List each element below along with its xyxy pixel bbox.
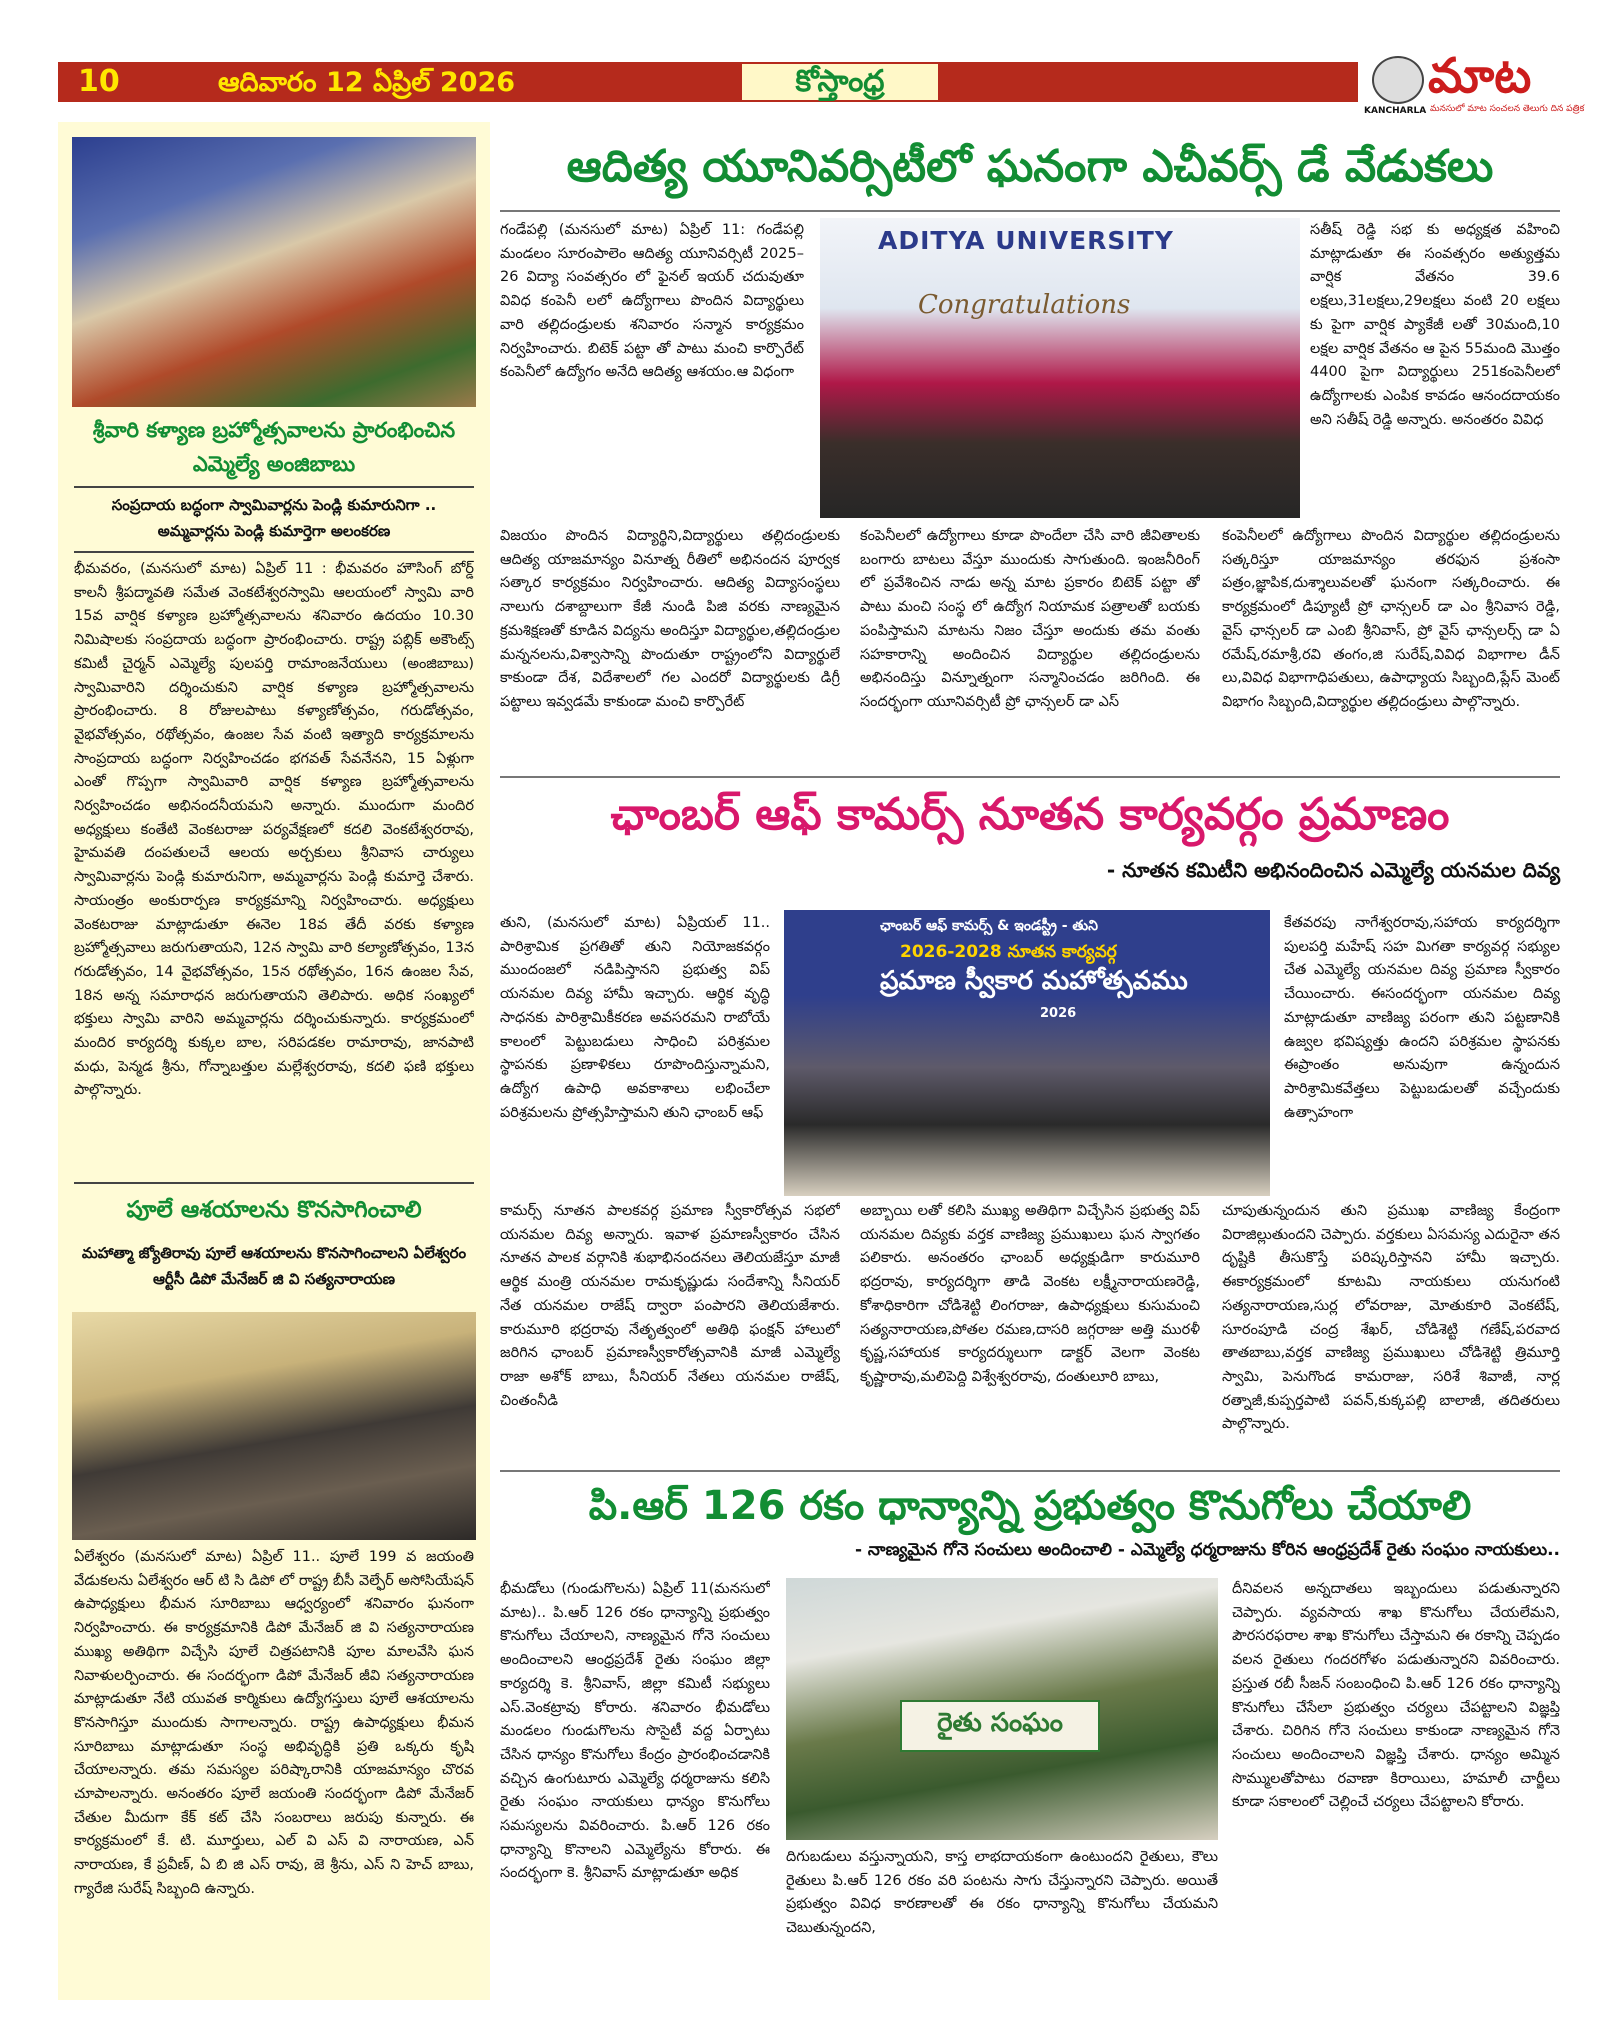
chamber-banner-line1: ఛాంబర్ ఆఫ్ కామర్స్ & ఇండస్ట్రీ - తుని — [880, 918, 1098, 934]
paddy-headline: పి.ఆర్ 126 రకం ధాన్యాన్ని ప్రభుత్వం కొనుగోలు చేయాలి — [588, 1483, 1472, 1529]
kalyanam-divider — [74, 486, 474, 488]
aditya-rule — [500, 210, 1560, 212]
paddy-col2: దిగుబడులు వస్తున్నాయని, కాస్త లాభదాయకంగా ఉంటుందని రైతులు, కౌలు రైతులు పి.ఆర్ 126 రకం వరి పంటను సాగు చేస్తున్నారని చెప్పారు. అయితే ప్రభుత్వం వివిధ కారణాలతో ఈ రకం ధాన్యాన్ని కొనుగోలు చేయమని చెబుతున్నందని, — [786, 1849, 1218, 1937]
aditya-lower2: కంపెనీలలో ఉద్యోగాలు కూడా పొందేలా చేసి వారి జీవితాలకు బంగారు బాటలు వేస్తూ ముందుకు సాగుతుంది. ఇంజనీరింగ్ లో ప్రవేశించిన నాడు అన్న మాట ప్రకారం బిటెక్ పట్టా తో పాటు మంచి సంస్థ లో ఉద్యోగ నియామక పత్రాలతో బయకు పంపిస్తామని మాటను నిజం చేస్తూ అందుకు తమ వంతు సహకారాన్ని అందించిన విద్యార్థుల తల్లిదండ్రులను అభినందిస్తు విన్నూత్నంగా సన్మానించడం జరిగింది. ఈ సందర్భంగా యూనివర్సిటీ ప్రో ఛాన్సలర్ డా ఎస్ — [860, 528, 1200, 710]
chamber-subheadline: - నూతన కమిటీని అభినందించిన ఎమ్మెల్యే యనమల దివ్య — [1106, 858, 1560, 882]
issue-date: ఆదివారం 12 ఏప్రిల్ 2026 — [218, 67, 516, 98]
phule-divider — [74, 1182, 474, 1184]
paddy-subheadline: - నాణ్యమైన గోనె సంచులు అందించాలి - ఎమ్మెల్యే ధర్మరాజును కోరిన ఆంధ్రప్రదేశ్ రైతు సంఘం నాయకులు.. — [854, 1540, 1560, 1560]
phule-photo — [72, 1312, 476, 1540]
paddy-rule — [500, 1470, 1560, 1472]
chamber-lower1: కామర్స్ నూతన పాలకవర్గ ప్రమాణ స్వీకారోత్సవ సభలో యనమల దివ్య అన్నారు. ఇవాళ ప్రమాణస్వీకారం చేసిన నూతన పాలక వర్గానికి శుభాభినందనలు తెలియజేస్తూ మాజీ ఆర్థిక మంత్రి యనమల రామకృష్ణుడు సందేశాన్ని సీనియర్ నేత యనమల రాజేష్ ద్వారా పంపారని తెలియజేశారు. కారుమూరి భద్రరావు నేతృత్వంలో అతిథి ఫంక్షన్ హాలులో జరిగిన ఛాంబర్ ప్రమాణస్వీకారోత్సవానికి మాజీ ఎమ్మెల్యే రాజా అశోక్ బాబు, సీనియర్ నేతలు యనమల రాజేష్, చింతంనీడి — [500, 1203, 840, 1409]
logo-tagline: మనసులో మాట సంచలన తెలుగు దిన పత్రిక — [1430, 104, 1585, 114]
phule-headline: పూలే ఆశయాలను కొనసాగించాలి — [126, 1197, 422, 1223]
paddy-col1: భీమడోలు (గుండుగొలను) ఏప్రిల్ 11(మనసులో మాట).. పి.ఆర్ 126 రకం ధాన్యాన్ని ప్రభుత్వం కొనుగోలు చేయాలని, నాణ్యమైన గోనె సంచులు అందించాలని ఆంధ్రప్రదేశ్ రైతు సంఘం జిల్లా కార్యదర్శి కె. శ్రీనివాస్, జిల్లా కమిటీ సభ్యులు ఎస్.వెంకట్రావు కోరారు. శనివారం భీమడోలు మండలం గుండుగొలను సొసైటీ వద్ద ఏర్పాటు చేసిన ధాన్యం కొనుగోలు కేంద్రం ప్రారంభించడానికి వచ్చిన ఉంగుటూరు ఎమ్మెల్యే ధర్మరాజును కలిసి రైతు సంఘం నాయకులు ధాన్యం కొనుగోలు సమస్యలను వివరించారు. పి.ఆర్ 126 రకం ధాన్యాన్ని కొనాలని ఎమ్మెల్యేను కోరారు. ఈ సందర్భంగా కె. శ్రీనివాస్ మాట్లాడుతూ అధిక — [500, 1581, 770, 1882]
region-label: కోస్తాంధ్ర — [740, 62, 940, 102]
kalyanam-body: భీమవరం, (మనసులో మాట) ఏప్రిల్ 11 : భీమవరం హౌసింగ్ బోర్డ్ కాలనీ శ్రీపద్మావతి సమేత వెంకటేశ్వరస్వామి ఆలయంలో స్వామి వారి 15వ వార్షిక కళ్యాణ బ్రహ్మోత్సవాలను శనివారం ఉదయం 10.30 నిమిషాలకు సంప్రదాయ బద్ధంగా ప్రారంభించారు. రాష్ట్ర పబ్లిక్ అకౌంట్స్ కమిటీ చైర్మన్ ఎమ్మెల్యే పులపర్తి రామాంజనేయులు (అంజిబాబు) స్వామివారిని దర్శించుకుని వార్షిక కళ్యాణ బ్రహ్మోత్సవాలను ప్రారంభించారు. 8 రోజులపాటు కళ్యాణోత్సవం, గరుడోత్సవం, వైభవోత్సవం, రథోత్సవం, ఉంజల సేవ వంటి ఇత్యాది కార్యక్రమాలను సాంప్రదాయ బద్ధంగా నిర్వహించడం భగవత్ సేవనేనని, 15 ఏళ్లుగా ఎంతో గొప్పగా స్వామివారి వార్షిక కళ్యాణ బ్రహ్మోత్సవాలను నిర్వహించడం అభినందనీయమని అన్నారు. ముందుగా మందిర అధ్యక్షులు కంతేటి వెంకటరాజు పర్యవేక్షణలో కదలి వెంకటేశ్వరరావు, హైమవతి దంపతులచే ఆలయ అర్చకులు శ్రీనివాస చార్యులు స్వామివార్లను పెండ్లి కుమారునిగా, అమ్మవార్లను పెండ్లి కుమార్తె చేశారు. సాయంత్రం అంకురార్పణ కార్యక్రమాన్ని నిర్వహించారు. అధ్యక్షులు వెంకటరాజు మాట్లాడుతూ ఈనెల 18వ తేదీ వరకు కళ్యాణ బ్రహ్మోత్సవాలు జరుగుతాయని, 12న స్వామి వారి కల్యాణోత్సవం, 13న గరుడోత్సవం, 14 వైభవోత్సవం, 15న రథోత్సవం, 16న ఉంజల సేవ, 18న అన్న సమారాధన జరుగుతాయని తెలిపారు. అధిక సంఖ్యలో భక్తులు స్వామి వారిని అమ్మవార్లను దర్శించుకున్నారు. కార్యక్రమంలో మందిర కార్యదర్శి కుక్కల బాల, సరిపడకల రామారావు, జానపాటి మధు, పెన్మడ శ్రీను, గోన్నాబత్తుల మల్లేశ్వరరావు, కదలి ఫణి భక్తులు పాల్గొన్నారు. — [74, 561, 474, 1099]
paddy-col3: దీనివలన అన్నదాతలు ఇబ్బందులు పడుతున్నారని చెప్పారు. వ్యవసాయ శాఖ కొనుగోలు చేయలేమని, పౌరసరఫరాల శాఖ కొనుగోలు చేస్తామని ఈ రకాన్ని చెప్పడం వలన రైతులు గందరగోళం పడుతున్నారని వివరించారు. ప్రస్తుత రబీ సీజన్ సంబంధించి పి.ఆర్ 126 రకం ధాన్యాన్ని కొనుగోలు చేసేలా ప్రభుత్వం చర్యలు చేపట్టాలని విజ్ఞప్తి చేశారు. చిరిగిన గోనె సంచులు కాకుండా నాణ్యమైన గోనె సంచులు అందించాలని విజ్ఞప్తి చేశారు. ధాన్యం అమ్మిన సొమ్ములతోపాటు రవాణా కిరాయిలు, హమాలీ చార్జీలు కూడా సకాలంలో చెల్లించే చర్యలు చేపట్టాలని కోరారు. — [1232, 1581, 1560, 1811]
kalyanam-divider-2 — [74, 551, 474, 553]
kalyanam-subheadline: సంప్రదాయ బద్ధంగా స్వామివార్లను పెండ్లి కుమారునిగా .. అమ్మవార్లను పెండ్లి కుమార్తెగా అలంకరణ — [111, 496, 437, 540]
chamber-col1: తుని, (మనసులో మాట) ఏప్రియల్ 11.. పారిశ్రామిక ప్రగతితో తుని నియోజకవర్గం ముందంజలో నడిపిస్తానని ప్రభుత్వ విప్ యనమల దివ్య హామీ ఇచ్చారు. ఆర్థిక వృద్ధి సాధనకు పారిశ్రామికీకరణ అవసరమని రాబోయే కాలంలో పెట్టుబడులు సాధించి పరిశ్రమల స్థాపనకు ప్రణాళికలు రూపొందిస్తున్నామని, ఉద్యోగ ఉపాధి అవకాశాలు లభించేలా పరిశ్రమలను ప్రోత్సహిస్తామని తుని ఛాంబర్ ఆఫ్ — [500, 915, 770, 1121]
phule-subheadline: మహాత్మా జ్యోతిరావు పూలే ఆశయాలను కొనసాగించాలని ఏలేశ్వరం ఆర్టీసీ డిపో మేనేజర్ జి వి సత్యనారాయణ — [81, 1244, 467, 1288]
aditya-col1: గండేపల్లి (మనసులో మాట) ఏప్రిల్ 11: గండేపల్లి మండలం సూరంపాలెం ఆదిత్య యూనివర్సిటీ 2025–26 విద్యా సంవత్సరం లో ఫైనల్ ఇయర్ చదువుతూ వివిధ కంపెనీ లలో ఉద్యోగాలు పొందిన విద్యార్థులు వారి తల్లిదండ్రులకు శనివారం సన్మాన కార్యక్రమం నిర్వహించారు. బిటెక్ పట్టా తో పాటు మంచి కార్పొరేట్ కంపెనీలో ఉద్యోగం అనేది ఆదిత్య ఆశయం.ఆ విధంగా — [500, 222, 804, 381]
chamber-headline: ఛాంబర్ ఆఫ్ కామర్స్ నూతన కార్యవర్గం ప్రమాణం — [610, 789, 1450, 840]
kalyanam-headline: శ్రీవారి కళ్యాణ బ్రహ్మోత్సవాలను ప్రారంభించిన ఎమ్మెల్యే అంజిబాబు — [92, 418, 456, 476]
chamber-col2: కేతవరపు నాగేశ్వరరావు,సహాయ కార్యదర్శిగా పులపర్తి మహేష్ సహ మిగతా కార్యవర్గ సభ్యుల చేత ఎమ్మెల్యే యనమల దివ్య ప్రమాణ స్వీకారం చేయించారు. ఈసందర్భంగా యనమల దివ్య మాట్లాడుతూ వాణిజ్య పరంగా తుని పట్టణానికి ఉజ్వల భవిష్యత్తు ఉందని పరిశ్రమల స్థాపనకు ఈప్రాంతం అనువుగా ఉన్నందున పారిశ్రామికవేత్తలు పెట్టుబడులతో వచ్చేందుకు ఉత్సాహంగా — [1284, 915, 1560, 1121]
chamber-lower3: చూపుతున్నందున తుని ప్రముఖ వాణిజ్య కేంద్రంగా విరాజిల్లుతుందని చెప్పారు. వర్తకులు ఏసమస్య ఎదురైనా తన దృష్టికి తీసుకొస్తే పరిష్కరిస్తానని హామీ ఇచ్చారు. ఈకార్యక్రమంలో కూటమి నాయకులు యనుగంటి సత్యనారాయణ,సుర్ల లోవరాజు, మోతుకూరి వెంకటేష్, సూరంపూడి చంద్ర శేఖర్, చోడిశెట్టి గణేష్,పరవాద తాతబాబు,వర్తక వాణిజ్య ప్రముఖులు చోడిశెట్టి త్రిమూర్తి స్వామి, పెనుగొండ కామరాజు, సరిశే శివాజీ, నార్ల రత్నాజీ,కుప్పర్తపాటి పవన్,కుక్కపల్లి బాలాజీ, తదితరులు పాల్గొన్నారు. — [1222, 1203, 1560, 1433]
page-number: 10 — [78, 64, 120, 99]
aditya-lower3: కంపెనీలలో ఉద్యోగాలు పొందిన విద్యార్థుల తల్లిదండ్రులను సత్కరిస్తూ యాజమాన్యం తరఫున ప్రశంసా పత్రం,జ్ఞాపిక,దుశ్శాలువలతో ఘనంగా సత్కరించారు. ఈ కార్యక్రమంలో డిప్యూటీ ప్రో ఛాన్సలర్ డా ఎం శ్రీనివాస రెడ్డి, వైస్ ఛాన్సలర్ డా ఎంబి శ్రీనివాస్, ప్రో వైస్ ఛాన్సలర్స్ డా ఏ రమేష్,రమాశ్రీ,రవి తంగం,జి సురేష్,వివిధ విభాగాల డీన్ లు,వివిధ విభాగాధిపతులు, ఉపాధ్యాయ సిబ్బంది,ప్లేస్ మెంట్ విభాగం సిబ్బంది,విద్యార్థుల తల్లిదండ్రులు పాల్గొన్నారు. — [1222, 528, 1560, 710]
chamber-rule — [500, 776, 1560, 778]
chamber-banner-line3: ప్రమాణ స్వీకార మహోత్సవము — [880, 966, 1188, 996]
newspaper-logo: మాట — [1428, 48, 1532, 104]
aditya-photo-caption: Congratulations — [918, 290, 1131, 320]
aditya-photo — [820, 218, 1300, 518]
chamber-banner-year: 2026 — [1040, 1006, 1077, 1021]
chamber-banner-line2: 2026-2028 నూతన కార్యవర్గ — [900, 942, 1117, 962]
kalyanam-photo — [72, 137, 476, 407]
paddy-banner-text: రైతు సంఘం — [900, 1700, 1100, 1752]
logo-caption: KANCHARLA — [1364, 106, 1427, 116]
chamber-lower2: అబ్బాయి లతో కలిసి ముఖ్య అతిథిగా విచ్చేసిన ప్రభుత్వ విప్ యనమల దివ్యకు వర్తక వాణిజ్య ప్రముఖులు ఘన స్వాగతం పలికారు. అనంతరం ఛాంబర్ అధ్యక్షుడిగా కారుమూరి భద్రరావు, కార్యదర్శిగా తాడి వెంకట లక్ష్మీనారాయణరెడ్డి, కోశాధికారిగా చోడిశెట్టి లింగరాజు, ఉపాధ్యక్షులు కుసుమంచి సత్యనారాయణ,పోతల రమణ,దాసరి జగ్గరాజు అత్తి మురళీ కృష్ణ,సహాయక కార్యదర్శులుగా డాక్టర్ వెలగా వెంకట కృష్ణారావు,మలిపెద్ది విశ్వేశ్వరరావు, దంతులూరి బాబు, — [860, 1203, 1200, 1385]
aditya-lower1: విజయం పొందిన విద్యార్థిని,విద్యార్థులు తల్లిదండ్రులకు ఆదిత్య యాజమాన్యం వినూత్న రీతిలో అభినందన పూర్వక సత్కార కార్యక్రమం నిర్వహించారు. ఆదిత్య విద్యాసంస్థలు నాలుగు దశాబ్దాలుగా కేజీ నుండి పిజి వరకు నాణ్యమైన క్రమశిక్షణతో కూడిన విద్యను అందిస్తూ విద్యార్థుల,తల్లిదండ్రుల మన్ననలను,విశ్వాసాన్ని పొందుతూ రాష్ట్రంలోని విద్యార్థులే కాకుండా దేశ, విదేశాలలో గల ఎందరో విద్యార్థులకు డిగ్రీ పట్టాలు ఇవ్వడమే కాకుండా మంచి కార్పొరేట్ — [500, 528, 840, 710]
founder-portrait-icon — [1372, 56, 1424, 104]
phule-body: ఏలేశ్వరం (మనసులో మాట) ఏప్రిల్ 11.. పూలే 199 వ జయంతి వేడుకలను ఏలేశ్వరం ఆర్ టి సి డిపో లో రాష్ట్ర బీసీ వెల్ఫేర్ అసోసియేషన్ ఉపాధ్యక్షులు భీమన సూరిబాబు ఆధ్వర్యంలో శనివారం ఘనంగా నిర్వహించారు. ఈ కార్యక్రమానికి డిపో మేనేజర్ జి వి సత్యనారాయణ ముఖ్య అతిథిగా విచ్చేసి పూలే చిత్రపటానికి పూల మాలవేసి ఘన నివాళులర్పించారు. ఈ సందర్భంగా డిపో మేనేజర్ జీవి సత్యనారాయణ మాట్లాడుతూ నేటి యువత కార్మికులు ఉద్యోగస్తులు పూలే ఆశయాలను కొనసాగిస్తూ ముందుకు సాగాలన్నారు. రాష్ట్ర ఉపాధ్యక్షులు భీమన సూరిబాబు మాట్లాడుతూ సంస్థ అభివృద్ధికి ప్రతి ఒక్కరు కృషి చేయాలన్నారు. తమ సమస్యల పరిష్కారానికి యాజమాన్యం చొరవ చూపాలన్నారు. అనంతరం పూలే జయంతి సందర్భంగా డిపో మేనేజర్ చేతుల మీదుగా కేక్ కట్ చేసి సంబరాలు జరుపు కున్నారు. ఈ కార్యక్రమంలో కే. టి. మూర్తులు, ఎల్ వి ఎస్ వి నారాయణ, ఎన్ నారాయణ, కే ప్రవీణ్, ఏ బి జి ఎస్ రావు, జె శ్రీను, ఎస్ ని హెచ్ బాబు, గ్యారేజి సురేష్ సిబ్బంది ఉన్నారు. — [74, 1549, 474, 1897]
aditya-col2: సతీష్ రెడ్డి సభ కు అధ్యక్షత వహించి మాట్లాడుతూ ఈ సంవత్సరం అత్యుత్తమ వార్షిక వేతనం 39.6 లక్షలు,31లక్షలు,29లక్షలు వంటి 20 లక్షలు కు పైగా వార్షిక ప్యాకేజీ లతో 30మంది,10 లక్షల వార్షిక వేతనం ఆ పైన 55మంది మొత్తం 4400 పైగా విద్యార్థులు 251కంపెనీలలో ఉద్యోగాలకు ఎంపిక కావడం ఆనందదాయకం అని సతీష్ రెడ్డి అన్నారు. అనంతరం వివిధ — [1310, 222, 1560, 428]
aditya-photo-banner: ADITYA UNIVERSITY — [878, 226, 1174, 255]
aditya-headline: ఆదిత్య యూనివర్సిటీలో ఘనంగా ఎచీవర్స్ డే వేడుకలు — [566, 141, 1494, 192]
